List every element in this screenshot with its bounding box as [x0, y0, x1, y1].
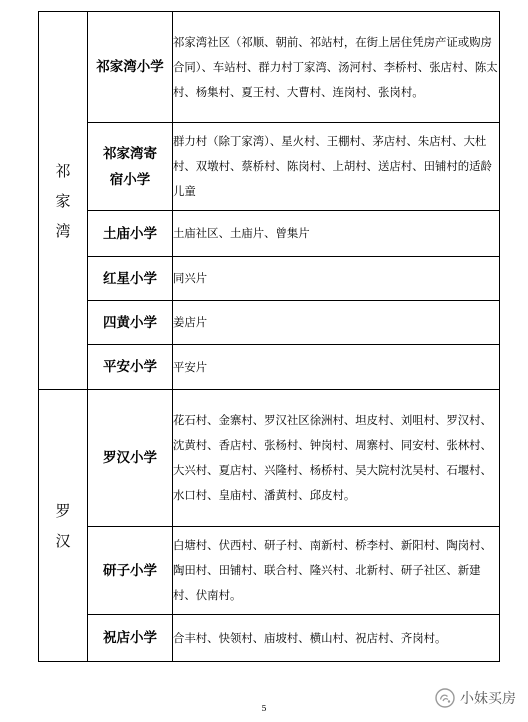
- school-cell: [88, 615, 173, 662]
- table-row: [39, 211, 500, 257]
- school-cell: [88, 390, 173, 527]
- school-name: 土庙小学: [103, 225, 157, 242]
- table-row: [39, 257, 500, 301]
- table-row: [39, 12, 500, 123]
- town-cell: [39, 12, 88, 390]
- town-name: 罗汉: [55, 501, 71, 550]
- school-district-table: [38, 11, 500, 662]
- school-name: 红星小学: [103, 270, 157, 287]
- table-row: [39, 345, 500, 390]
- school-cell: [88, 301, 173, 345]
- area-cell: 同兴片: [173, 257, 500, 301]
- school-name: 祁家湾寄宿小学: [103, 145, 157, 188]
- school-name: 祝店小学: [103, 630, 157, 646]
- area-cell: 花石村、金寨村、罗汉社区徐洲村、坦皮村、刘咀村、罗汉村、沈黄村、香店村、张杨村、钟岗村、周寨村、同安村、张林村、大兴村、夏店村、兴隆村、杨桥村、吴大院村沈吴村、石堰村、水口村、皇庙村、潘黄村、邱皮村。: [173, 390, 500, 527]
- school-name: 罗汉小学: [103, 450, 157, 466]
- school-name: 平安小学: [103, 359, 157, 375]
- area-cell: 祁家湾社区（祁顺、朝前、祁站村，在街上居住凭房产证或购房合同）、车站村、群力村丁家湾、汤河村、李桥村、张店村、陈太村、杨集村、夏王村、大曹村、连岗村、张岗村。: [173, 12, 500, 123]
- area-cell: 合丰村、快领村、庙坡村、横山村、祝店村、齐岗村。: [173, 615, 500, 662]
- school-cell: [88, 345, 173, 390]
- table-row: [39, 527, 500, 615]
- school-cell: [88, 527, 173, 615]
- table-row: [39, 301, 500, 345]
- school-name: 祁家湾小学: [96, 59, 164, 75]
- table-row: [39, 390, 500, 527]
- watermark-text: 小妹买房: [460, 691, 516, 707]
- school-name: 研子小学: [103, 562, 157, 579]
- page-number: 5: [261, 704, 267, 713]
- town-name: 祁家湾: [55, 161, 71, 240]
- table-row: [39, 123, 500, 211]
- area-cell: 白塘村、伏西村、研子村、南新村、桥李村、新阳村、陶岗村、陶田村、田铺村、联合村、隆兴村、北新村、研子社区、新建村、伏南村。: [173, 527, 500, 615]
- school-cell: [88, 12, 173, 123]
- area-cell: 姜店片: [173, 301, 500, 345]
- area-cell: 平安片: [173, 345, 500, 390]
- school-cell: [88, 257, 173, 301]
- school-cell: [88, 211, 173, 257]
- area-cell: 群力村（除丁家湾）、星火村、王棚村、茅店村、朱店村、大杜村、双墩村、蔡桥村、陈岗村、上胡村、送店村、田铺村的适龄儿童: [173, 123, 500, 211]
- town-cell: [39, 390, 88, 662]
- watermark: [435, 688, 516, 708]
- school-name: 四黄小学: [103, 314, 157, 331]
- area-cell: 土庙社区、土庙片、曾集片: [173, 211, 500, 257]
- table-row: [39, 615, 500, 662]
- school-cell: [88, 123, 173, 211]
- wechat-official-account-icon: [435, 688, 455, 708]
